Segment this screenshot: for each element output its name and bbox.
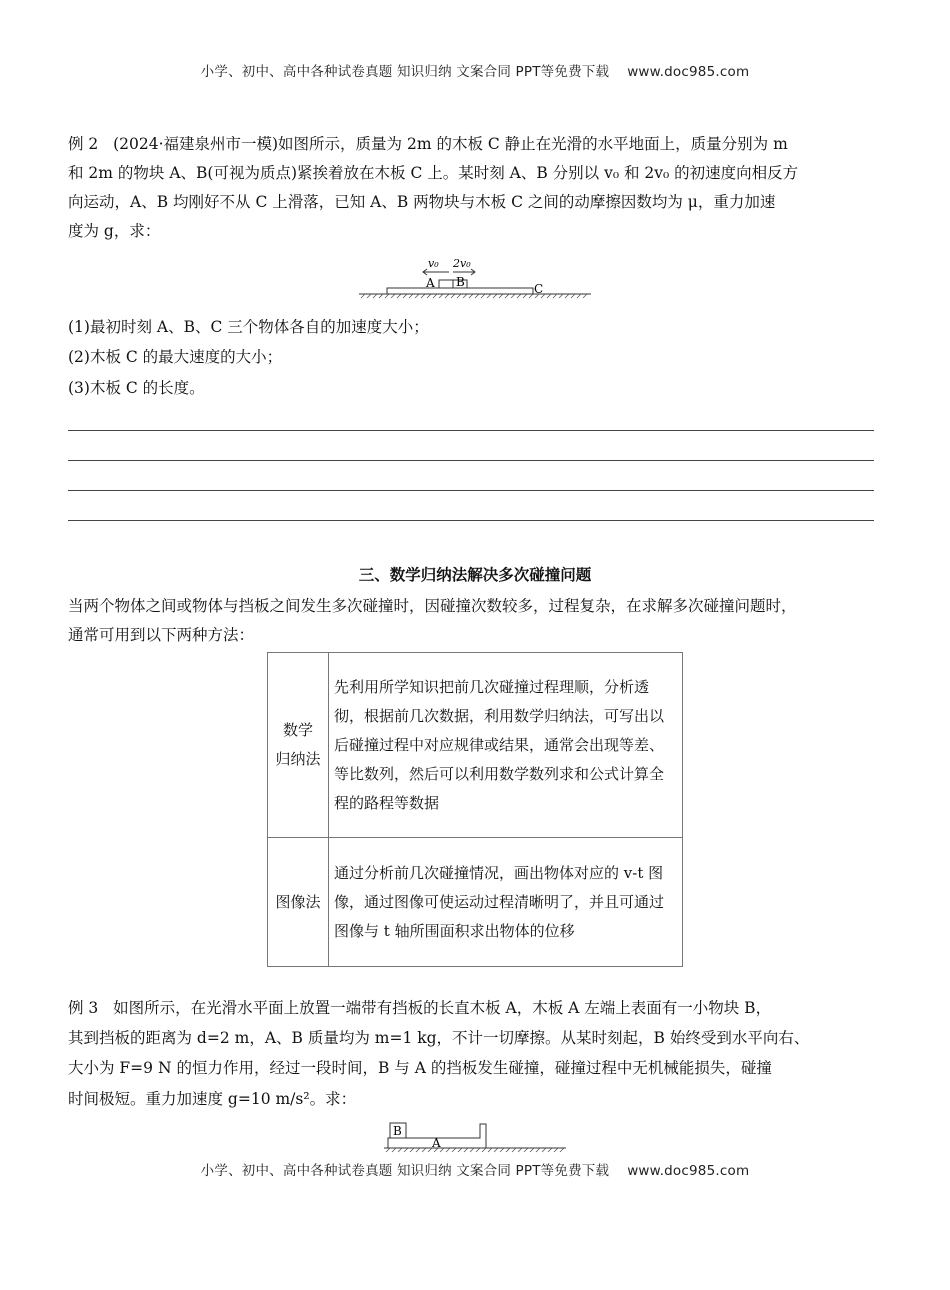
question-2: (2)木板 C 的最大速度的大小； — [68, 348, 283, 366]
page-footer — [0, 1159, 950, 1179]
section-intro-line-1: 当两个物体之间或物体与挡板之间发生多次碰撞时，因碰撞次数较多，过程复杂，在求解多次碰撞问题时， — [68, 597, 797, 615]
footer-site: www.doc985.com — [627, 1163, 750, 1179]
answer-line — [68, 460, 874, 461]
ground-hatching — [361, 294, 587, 298]
example-2-text: 如图所示，质量为 2m 的木板 C 静止在光滑的水平地面上，质量分别为 m — [278, 135, 788, 153]
velocity-left-label: v₀ — [428, 257, 439, 270]
velocity-right-label: 2v₀ — [453, 257, 471, 270]
example-2-line-1 — [68, 130, 883, 159]
answer-line — [68, 430, 874, 431]
example-3-line-2: 其到挡板的距离为 d=2 m，A、B 质量均为 m=1 kg，不计一切摩擦。从某时刻起，B 始终受到水平向右、 — [68, 1029, 810, 1047]
table-row — [268, 838, 683, 967]
example-3-line-4: 时间极短。重力加速度 g=10 m/s²。求： — [68, 1090, 357, 1108]
example-3-label: 例 3 — [68, 999, 99, 1017]
header-text: 小学、初中、高中各种试卷真题 知识归纳 文案合同 PPT等免费下载 — [200, 64, 610, 80]
answer-line — [68, 520, 874, 521]
label-a: A — [426, 276, 435, 290]
ground-hatching — [386, 1148, 564, 1152]
section-title: 三、数学归纳法解决多次碰撞问题 — [358, 566, 592, 584]
example-2-line-4: 度为 g，求： — [68, 222, 161, 240]
label-b: B — [456, 275, 465, 289]
block-a — [439, 280, 453, 288]
example-3-line-1 — [68, 994, 883, 1023]
method-description: 通过分析前几次碰撞情况，画出物体对应的 v-t 图像，通过图像可使运动过程清晰明了，并且可通过图像与 t 轴所围面积求出物体的位移 — [329, 838, 683, 967]
footer-text: 小学、初中、高中各种试卷真题 知识归纳 文案合同 PPT等免费下载 — [200, 1163, 610, 1179]
section-intro-line-2: 通常可用到以下两种方法： — [68, 626, 255, 644]
table-row — [268, 653, 683, 838]
method-name — [268, 653, 329, 838]
method-name-line: 归纳法 — [275, 750, 321, 768]
label-a: A — [432, 1136, 441, 1150]
methods-table — [267, 652, 683, 967]
figure-blocks-on-board — [355, 254, 595, 300]
example-2-line-3: 向运动，A、B 均刚好不从 C 上滑落，已知 A、B 两物块与木板 C 之间的动摩擦因数均为 μ，重力加速 — [68, 193, 776, 211]
example-2-label: 例 2 — [68, 135, 99, 153]
question-1: (1)最初时刻 A、B、C 三个物体各自的加速度大小； — [68, 318, 429, 336]
answer-line — [68, 490, 874, 491]
example-3-text: 如图所示，在光滑水平面上放置一端带有挡板的长直木板 A，木板 A 左端上表面有一小物块 B， — [113, 999, 772, 1017]
label-c: C — [534, 282, 544, 296]
method-description: 先利用所学知识把前几次碰撞过程理顺，分析透彻，根据前几次数据，利用数学归纳法，可写出以后碰撞过程中对应规律或结果，通常会出现等差、等比数列，然后可以利用数学数列求和公式计算全程的路程等数据 — [329, 653, 683, 838]
method-name-line: 数学 — [282, 721, 313, 739]
example-2-line-2: 和 2m 的物块 A、B(可视为质点)紧挨着放在木板 C 上。某时刻 A、B 分别以 v₀ 和 2v₀ 的初速度向相反方 — [68, 164, 799, 182]
label-b: B — [393, 1124, 402, 1138]
header-site: www.doc985.com — [627, 64, 750, 80]
example-2-source: (2024·福建泉州市一模) — [113, 135, 279, 153]
question-3: (3)木板 C 的长度。 — [68, 379, 205, 397]
method-name: 图像法 — [268, 838, 329, 967]
figure-board-with-stop — [380, 1118, 570, 1154]
example-3-line-3: 大小为 F=9 N 的恒力作用，经过一段时间，B 与 A 的挡板发生碰撞，碰撞过程中无机械能损失，碰撞 — [68, 1059, 772, 1077]
page-header — [0, 60, 950, 80]
